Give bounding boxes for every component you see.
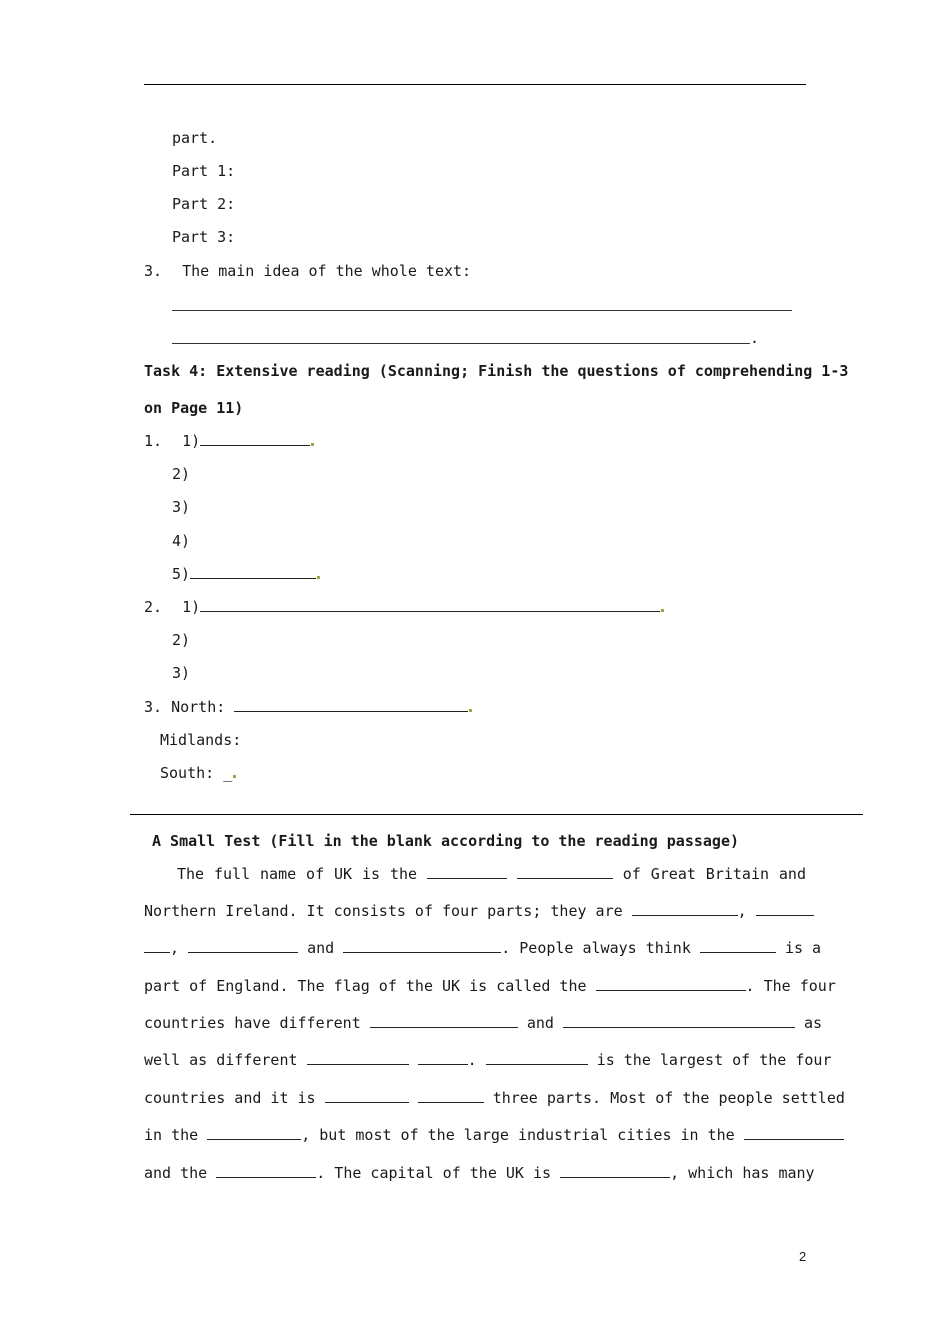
- blank-industrial-2[interactable]: [216, 1163, 316, 1178]
- blank-full-name-1[interactable]: [427, 864, 507, 879]
- main-idea-answer-line-1[interactable]: [172, 310, 792, 311]
- blank-part-2-cont[interactable]: [144, 938, 170, 953]
- q2-number: 2.: [144, 598, 163, 616]
- task4-q1-item-5: [172, 564, 320, 584]
- blank-part-2[interactable]: [756, 901, 814, 916]
- section-divider: [130, 814, 863, 815]
- blank-country-it-is-2[interactable]: [418, 1088, 484, 1103]
- item-label: 5): [172, 565, 191, 583]
- task4-q1-item-1: [144, 431, 314, 451]
- answer-blank[interactable]: [190, 564, 316, 579]
- small-test-title: A Small Test (Fill in the blank according to the reading passage): [152, 832, 739, 850]
- blank-part-1[interactable]: [632, 901, 738, 916]
- main-idea-end-period: .: [750, 329, 760, 347]
- part-2-label: Part 2:: [172, 195, 236, 213]
- task4-q1-item-3: 3): [172, 498, 191, 516]
- task4-title-line-1: Task 4: Extensive reading (Scanning; Finish the questions of comprehending 1-3: [144, 362, 849, 380]
- north-answer-blank[interactable]: [234, 697, 468, 712]
- blank-largest-country[interactable]: [486, 1050, 588, 1065]
- blank-people-think[interactable]: [700, 938, 776, 953]
- marker-dot: [661, 609, 664, 612]
- test-line-3: , and . People always think is a: [144, 938, 806, 958]
- test-line-4: part of England. The flag of the UK is called the . The four: [144, 977, 836, 995]
- test-line-2: Northern Ireland. It consists of four parts; they are ,: [144, 901, 806, 921]
- main-idea-answer-line-2[interactable]: [172, 343, 750, 344]
- main-idea-question: [144, 261, 471, 281]
- north-label: North:: [171, 698, 226, 716]
- task4-q2-item-3: 3): [172, 664, 191, 682]
- question-text: The main idea of the whole text:: [182, 262, 472, 280]
- task4-q2-item-2: 2): [172, 631, 191, 649]
- blank-industrial-1[interactable]: [744, 1125, 844, 1140]
- blank-different-2[interactable]: [563, 1013, 795, 1028]
- task4-q2-item-1: [144, 597, 664, 617]
- answer-blank[interactable]: [200, 431, 310, 446]
- test-line-6: well as different . is the largest of the four: [144, 1051, 832, 1069]
- outline-part-2: [172, 194, 235, 214]
- blank-capital[interactable]: [560, 1163, 670, 1178]
- marker-dot: [469, 709, 472, 712]
- item-label: 1): [182, 432, 201, 450]
- blank-part-4[interactable]: [343, 938, 501, 953]
- task4-q3-midlands: Midlands:: [160, 731, 242, 749]
- task4-q3-south: [160, 763, 236, 783]
- question-number: 3.: [144, 262, 163, 280]
- blank-full-name-2[interactable]: [517, 864, 613, 879]
- blank-country-it-is-1[interactable]: [325, 1088, 409, 1103]
- blank-settled-in[interactable]: [207, 1125, 301, 1140]
- test-line-1: The full name of UK is the of Great Britain and: [177, 865, 806, 883]
- task4-q1-item-4: 4): [172, 532, 191, 550]
- item-label: 1): [182, 598, 201, 616]
- page-number: 2: [799, 1249, 807, 1264]
- q3-number: 3.: [144, 698, 163, 716]
- task4-title-line-2: on Page 11): [144, 399, 244, 417]
- blank-different-3b[interactable]: [418, 1050, 468, 1065]
- blank-part-3[interactable]: [188, 938, 298, 953]
- outline-part-1: [172, 161, 235, 181]
- test-line-7: countries and it is three parts. Most of the people settled: [144, 1089, 845, 1107]
- marker-dot: [311, 443, 314, 446]
- part-3-label: Part 3:: [172, 228, 236, 246]
- blank-flag-name[interactable]: [596, 976, 746, 991]
- marker-dot: [317, 576, 320, 579]
- task4-q3-north: [144, 697, 472, 717]
- answer-blank[interactable]: [200, 597, 660, 612]
- south-label: South: _: [160, 764, 233, 782]
- outline-part-3: [172, 227, 235, 247]
- test-line-5: countries have different and as: [144, 1014, 823, 1032]
- test-line-9: and the . The capital of the UK is , which has many: [144, 1164, 815, 1182]
- task4-q1-item-2: 2): [172, 465, 191, 483]
- test-line-8: in the , but most of the large industrial cities in the: [144, 1125, 806, 1145]
- marker-dot: [233, 775, 236, 778]
- header-rule: [144, 84, 806, 85]
- part-1-label: Part 1:: [172, 162, 236, 180]
- outline-continuation: part.: [172, 129, 218, 147]
- blank-different-3a[interactable]: [307, 1050, 409, 1065]
- q1-number: 1.: [144, 432, 163, 450]
- blank-different-1[interactable]: [370, 1013, 518, 1028]
